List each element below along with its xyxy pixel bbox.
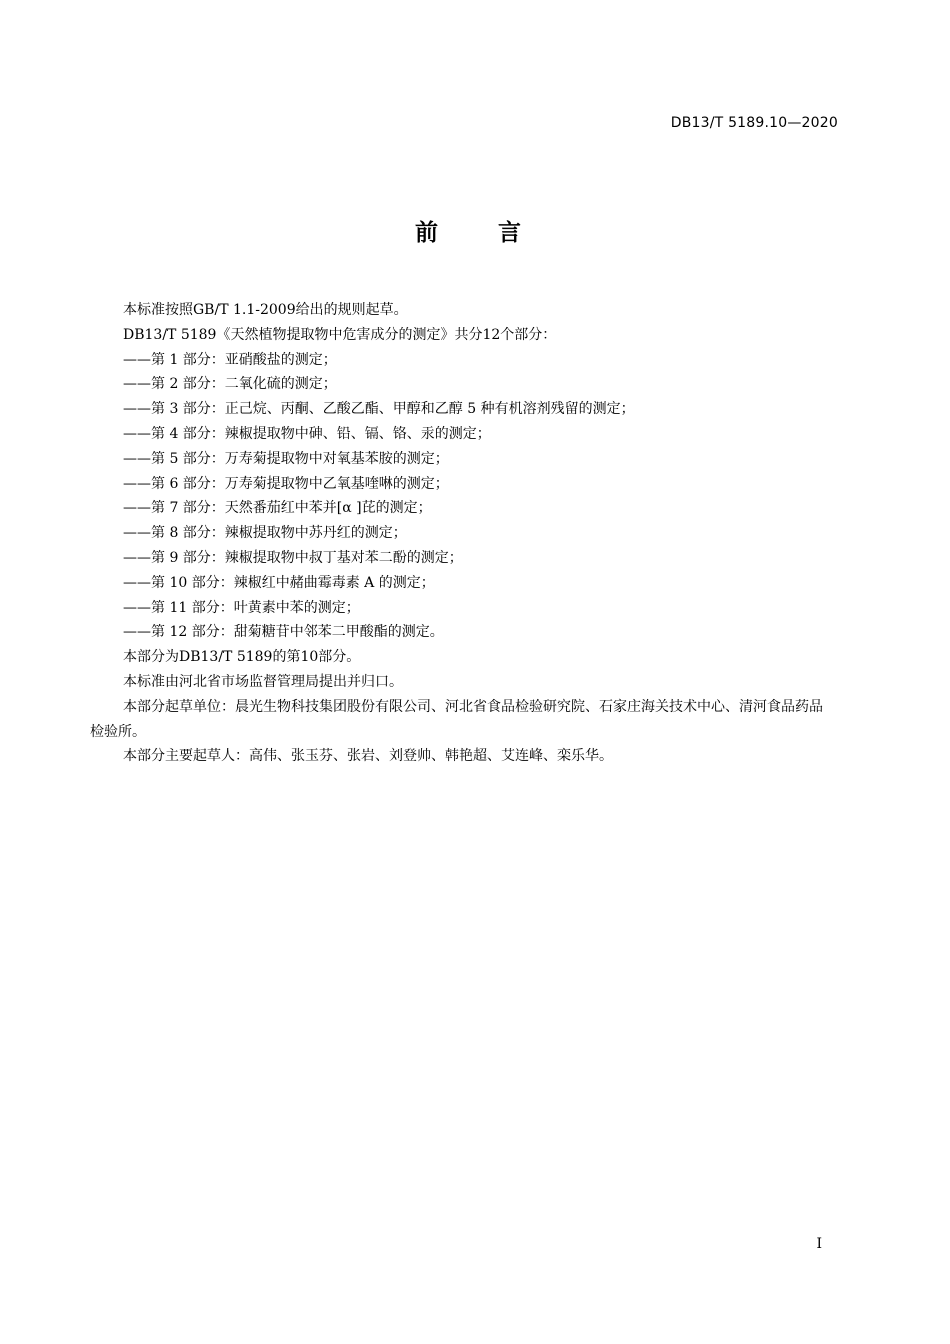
- paragraph-parts-overview: DB13/T 5189《天然植物提取物中危害成分的测定》共分12个部分：: [123, 326, 557, 343]
- list-item-part-10: ——第 10 部分：辣椒红中赭曲霉毒素 A 的测定；: [123, 574, 435, 591]
- paragraph-this-part: 本部分为DB13/T 5189的第10部分。: [123, 649, 361, 666]
- paragraph-drafting-rules: 本标准按照GB/T 1.1-2009给出的规则起草。: [123, 302, 408, 318]
- paragraph-proposer: 本标准由河北省市场监督管理局提出并归口。: [123, 673, 403, 690]
- list-item-part-7: ——第 7 部分：天然番茄红中苯并[α ]芘的测定；: [123, 500, 432, 517]
- standard-code: DB13/T 5189.10—2020: [670, 115, 838, 131]
- list-item-part-11: ——第 11 部分：叶黄素中苯的测定；: [123, 599, 360, 616]
- list-item-part-8: ——第 8 部分：辣椒提取物中苏丹红的测定；: [123, 525, 407, 542]
- list-item-part-3: ——第 3 部分：正己烷、丙酮、乙酸乙酯、甲醇和乙醇 5 种有机溶剂残留的测定；: [123, 401, 635, 418]
- list-item-part-5: ——第 5 部分：万寿菊提取物中对氧基苯胺的测定；: [123, 450, 449, 467]
- page-number: I: [816, 1236, 822, 1252]
- list-item-part-6: ——第 6 部分：万寿菊提取物中乙氧基喹啉的测定；: [123, 475, 449, 492]
- page-title: 前 言: [414, 220, 547, 246]
- list-item-part-4: ——第 4 部分：辣椒提取物中砷、铅、镉、铬、汞的测定；: [123, 425, 491, 442]
- list-item-part-1: ——第 1 部分：亚硝酸盐的测定；: [123, 351, 337, 368]
- list-item-part-9: ——第 9 部分：辣椒提取物中叔丁基对苯二酚的测定；: [123, 549, 463, 566]
- paragraph-drafting-units: 本部分起草单位：晨光生物科技集团股份有限公司、河北省食品检验研究院、石家庄海关技术中心、清河食品药品检验所。: [90, 698, 823, 740]
- list-item-part-2: ——第 2 部分：二氧化硫的测定；: [123, 376, 337, 393]
- foreword-body: [90, 298, 835, 769]
- list-item-part-12: ——第 12 部分：甜菊糖苷中邻苯二甲酸酯的测定。: [123, 624, 444, 641]
- paragraph-drafters: 本部分主要起草人：高伟、张玉芬、张岩、刘登帅、韩艳超、艾连峰、栾乐华。: [123, 748, 613, 765]
